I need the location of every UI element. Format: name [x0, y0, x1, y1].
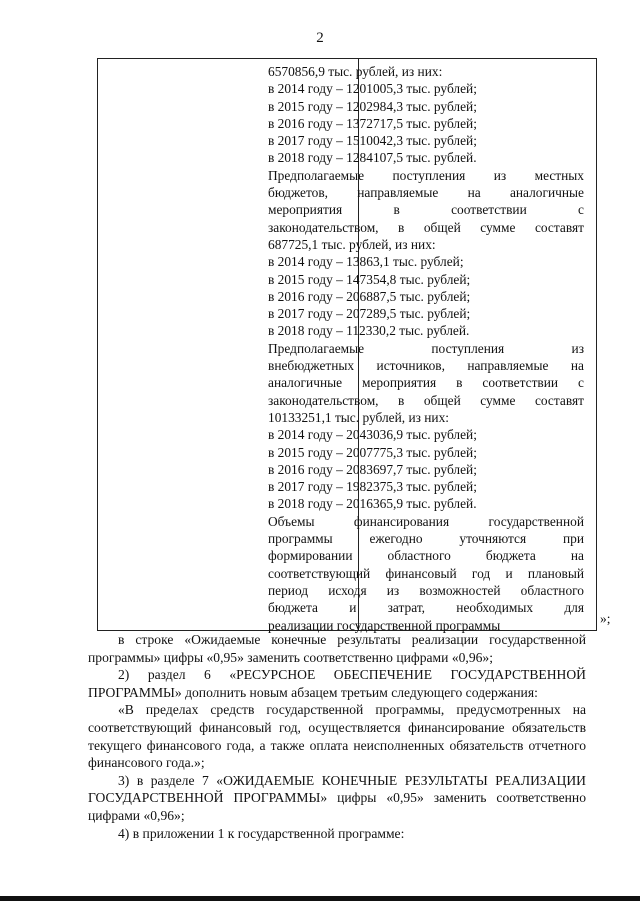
cell-line: 6570856,9 тыс. рублей, из них:: [268, 64, 443, 79]
cell-line: реализации государственной программы: [268, 617, 501, 633]
cell-line: программы ежегодно уточняются при: [268, 531, 584, 547]
cell-line: в 2014 году – 13863,1 тыс. рублей;: [268, 254, 464, 270]
cell-line: в 2015 году – 2007775,3 тыс. рублей;: [268, 444, 477, 460]
page-number: 2: [316, 30, 324, 46]
table-cell-financing: [268, 63, 584, 634]
cell-line: аналогичные мероприятия в соответствии с: [268, 375, 584, 391]
cell-line: в 2016 году – 2083697,7 тыс. рублей;: [268, 461, 477, 477]
closing-quote: »;: [600, 611, 611, 626]
cell-line: законодательством, в общей сумме составят: [268, 392, 584, 408]
cell-line: 687725,1 тыс. рублей, из них:: [268, 236, 436, 252]
cell-line: в 2014 году – 1201005,3 тыс. рублей;: [268, 81, 477, 97]
paragraph-appendix-1: 4) в приложении 1 к государственной программе:: [118, 825, 405, 841]
cell-line: в 2014 году – 2043036,9 тыс. рублей;: [268, 427, 477, 443]
paragraph-expected-results-row: в строке «Ожидаемые конечные результаты реализации государственной программы» цифры «0,95» заменить соответственно цифрами «0,96»;: [88, 632, 586, 665]
cell-line: формировании областного бюджета на: [268, 548, 584, 564]
cell-line: бюджета и затрат, необходимых для: [268, 600, 584, 616]
cell-line: в 2015 году – 147354,8 тыс. рублей;: [268, 271, 471, 287]
cell-line: Предполагаемые поступления из: [268, 340, 584, 356]
cell-line: мероприятия в соответствии с: [268, 202, 584, 218]
cell-line: бюджетов, направляемые на аналогичные: [268, 185, 584, 201]
cell-line: Объемы финансирования государственной: [268, 513, 584, 529]
cell-line: в 2018 году – 2016365,9 тыс. рублей.: [268, 496, 477, 512]
cell-line: период исходя из возможностей областного: [268, 582, 584, 598]
cell-line: внебюджетных источников, направляемые на: [268, 358, 584, 374]
cell-line: соответствующий финансовый год и плановый: [268, 565, 584, 581]
cell-line: в 2015 году – 1202984,3 тыс. рублей;: [268, 98, 477, 114]
cell-line: 10133251,1 тыс. рублей, из них:: [268, 409, 449, 425]
cell-line: в 2017 году – 1982375,3 тыс. рублей;: [268, 479, 477, 495]
cell-line: в 2018 году – 112330,2 тыс. рублей.: [268, 323, 470, 339]
cell-line: в 2018 году – 1284107,5 тыс. рублей.: [268, 150, 477, 166]
cell-line: законодательством, в общей сумме составят: [268, 219, 584, 235]
paragraph-section-7: 3) в разделе 7 «ОЖИДАЕМЫЕ КОНЕЧНЫЕ РЕЗУЛЬТАТЫ РЕАЛИЗАЦИИ ГОСУДАРСТВЕННОЙ ПРОГРАММЫ» цифры «0,95» заменить соответственно цифрами «0,96»;: [88, 772, 586, 823]
cell-line: в 2016 году – 1372717,5 тыс. рублей;: [268, 115, 477, 131]
paragraph-section-6: 2) раздел 6 «РЕСУРСНОЕ ОБЕСПЕЧЕНИЕ ГОСУДАРСТВЕННОЙ ПРОГРАММЫ» дополнить новым абзацем третьим следующего содержания:: [88, 667, 586, 700]
paragraph-quoted-addition: «В пределах средств государственной программы, предусмотренных на соответствующий финансовый год, осуществляется финансирование обязательств текущего финансового года, а также оплата неисполненных обязательств отчетного финансового года.»;: [88, 702, 586, 771]
cell-line: в 2017 году – 207289,5 тыс. рублей;: [268, 306, 471, 322]
cell-line: в 2016 году – 206887,5 тыс. рублей;: [268, 288, 471, 304]
cell-line: в 2017 году – 1510042,3 тыс. рублей;: [268, 133, 477, 149]
body-text: [88, 631, 586, 842]
cell-line: Предполагаемые поступления из местных: [268, 167, 584, 183]
bottom-edge-bar: [0, 896, 640, 901]
